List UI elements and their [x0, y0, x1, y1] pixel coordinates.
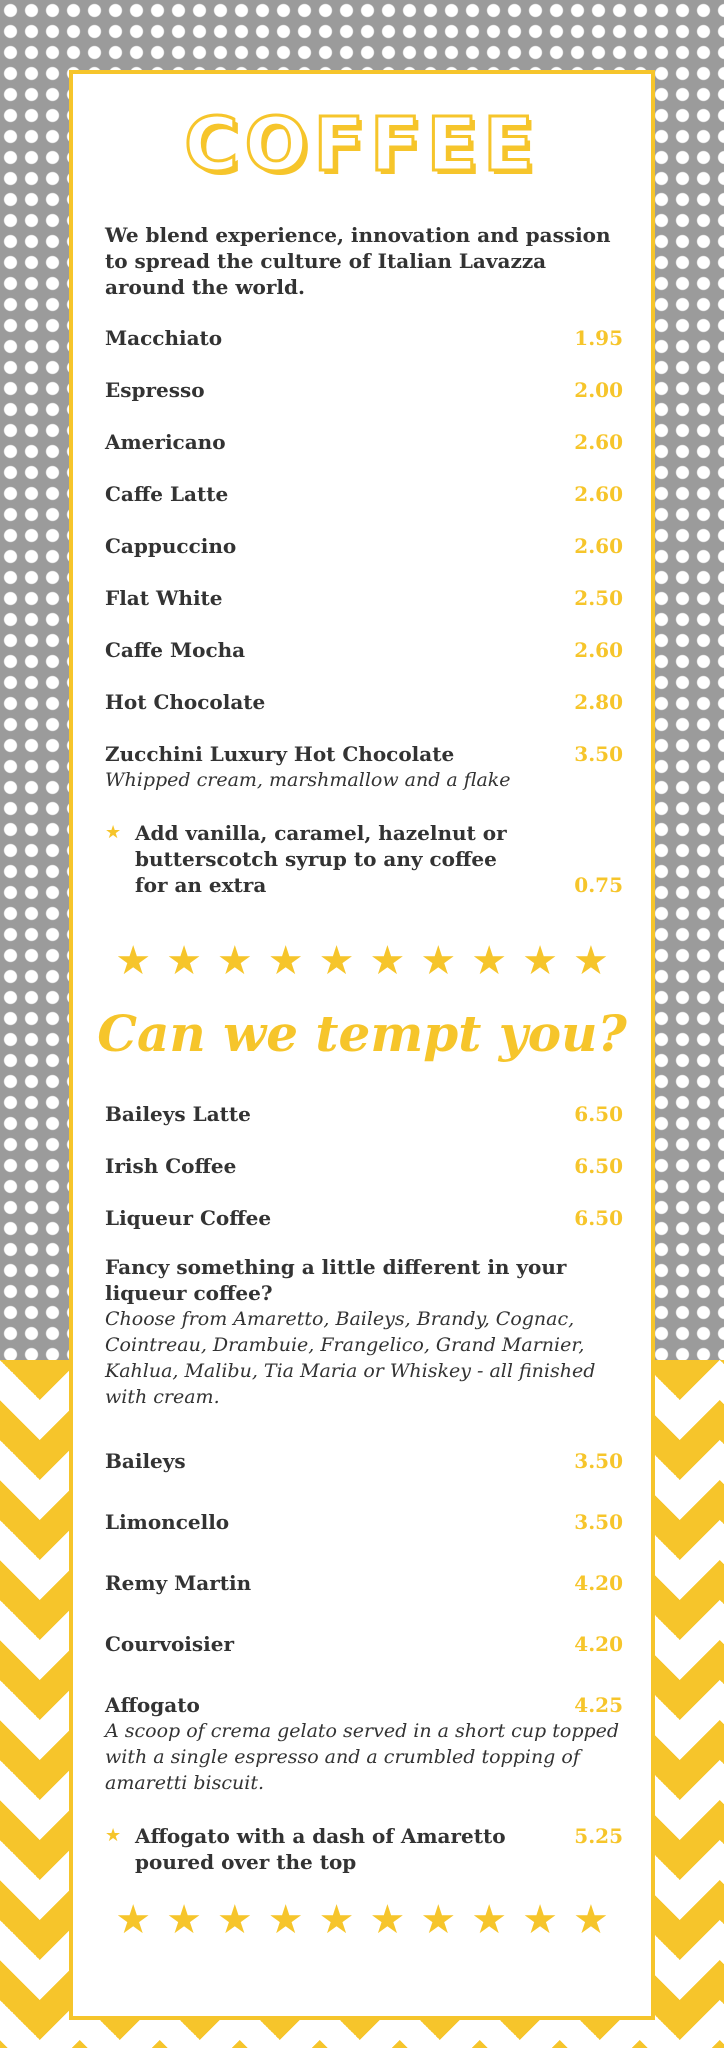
item-name: Espresso [105, 378, 205, 402]
menu-title: COFFEE [184, 102, 540, 188]
note-price: 0.75 [574, 873, 623, 897]
menu-item [105, 377, 623, 403]
intro-text: We blend experience, innovation and passion to spread the culture of Italian Lavazza around the world. [105, 223, 611, 299]
item-description: Whipped cream, marshmallow and a flake [105, 769, 511, 791]
item-name: Limoncello [105, 1510, 230, 1534]
affogato-note [105, 1823, 623, 1875]
menu-item [105, 325, 623, 351]
tempt-heading: Can we tempt you? [97, 1004, 627, 1063]
item-name: Caffe Latte [105, 482, 229, 506]
menu-item [105, 1692, 623, 1796]
star-icon: ★ [105, 1825, 122, 1846]
item-name: Liqueur Coffee [105, 1206, 272, 1230]
menu-item [105, 1570, 623, 1596]
item-name: Irish Coffee [105, 1154, 237, 1178]
menu-item [105, 741, 623, 793]
item-price: 2.50 [574, 586, 623, 610]
menu-item [105, 689, 623, 715]
item-price: 1.95 [574, 326, 623, 350]
item-name: Cappuccino [105, 534, 237, 558]
item-name: Americano [105, 430, 226, 454]
liqueur-question: Fancy something a little different in your liqueur coffee? [105, 1255, 567, 1305]
note-text: Affogato with a dash of Amaretto poured over the top [135, 1824, 506, 1874]
note-price: 5.25 [574, 1824, 623, 1848]
item-name: Remy Martin [105, 1571, 252, 1595]
star-divider: ★★★★★★★★★★ [115, 1897, 624, 1943]
item-name: Caffe Mocha [105, 638, 246, 662]
star-icon: ★ [105, 822, 122, 843]
item-name: Macchiato [105, 326, 223, 350]
menu-item [105, 533, 623, 559]
item-price: 6.50 [574, 1154, 623, 1178]
note-text: Add vanilla, caramel, hazelnut or butterscotch syrup to any coffee for an extra [135, 821, 507, 897]
item-price: 2.60 [574, 638, 623, 662]
item-price: 3.50 [574, 1510, 623, 1534]
item-name: Zucchini Luxury Hot Chocolate [105, 742, 455, 766]
item-price: 2.60 [574, 534, 623, 558]
item-name: Baileys Latte [105, 1102, 251, 1126]
item-price: 4.25 [574, 1693, 623, 1717]
item-price: 6.50 [574, 1102, 623, 1126]
item-price: 2.60 [574, 482, 623, 506]
menu-item [105, 429, 623, 455]
liqueur-info [105, 1254, 625, 1410]
item-price: 2.00 [574, 378, 623, 402]
item-name: Baileys [105, 1449, 186, 1473]
item-price: 4.20 [574, 1632, 623, 1656]
menu-item [105, 1631, 623, 1657]
menu-item [105, 585, 623, 611]
item-name: Hot Chocolate [105, 690, 266, 714]
menu-card [69, 70, 655, 2020]
menu-item [105, 1205, 623, 1231]
item-name: Flat White [105, 586, 223, 610]
item-price: 2.60 [574, 430, 623, 454]
menu-item [105, 481, 623, 507]
item-description: A scoop of crema gelato served in a short cup topped with a single espresso and a crumbled topping of amaretti biscuit. [105, 1720, 620, 1794]
menu-item [105, 1509, 623, 1535]
item-name: Courvoisier [105, 1632, 235, 1656]
menu-item [105, 1101, 623, 1127]
syrup-note [105, 820, 623, 898]
item-name: Affogato [105, 1693, 200, 1717]
menu-item [105, 1153, 623, 1179]
item-price: 3.50 [574, 742, 623, 766]
item-price: 4.20 [574, 1571, 623, 1595]
star-divider: ★★★★★★★★★★ [115, 938, 624, 984]
menu-item [105, 637, 623, 663]
item-price: 2.80 [574, 690, 623, 714]
liqueur-description: Choose from Amaretto, Baileys, Brandy, Cognac, Cointreau, Drambuie, Frangelico, Grand Marnier, Kahlua, Malibu, Tia Maria or Whiskey - all finished with cream. [105, 1308, 596, 1408]
item-price: 6.50 [574, 1206, 623, 1230]
item-price: 3.50 [574, 1449, 623, 1473]
menu-item [105, 1448, 623, 1474]
